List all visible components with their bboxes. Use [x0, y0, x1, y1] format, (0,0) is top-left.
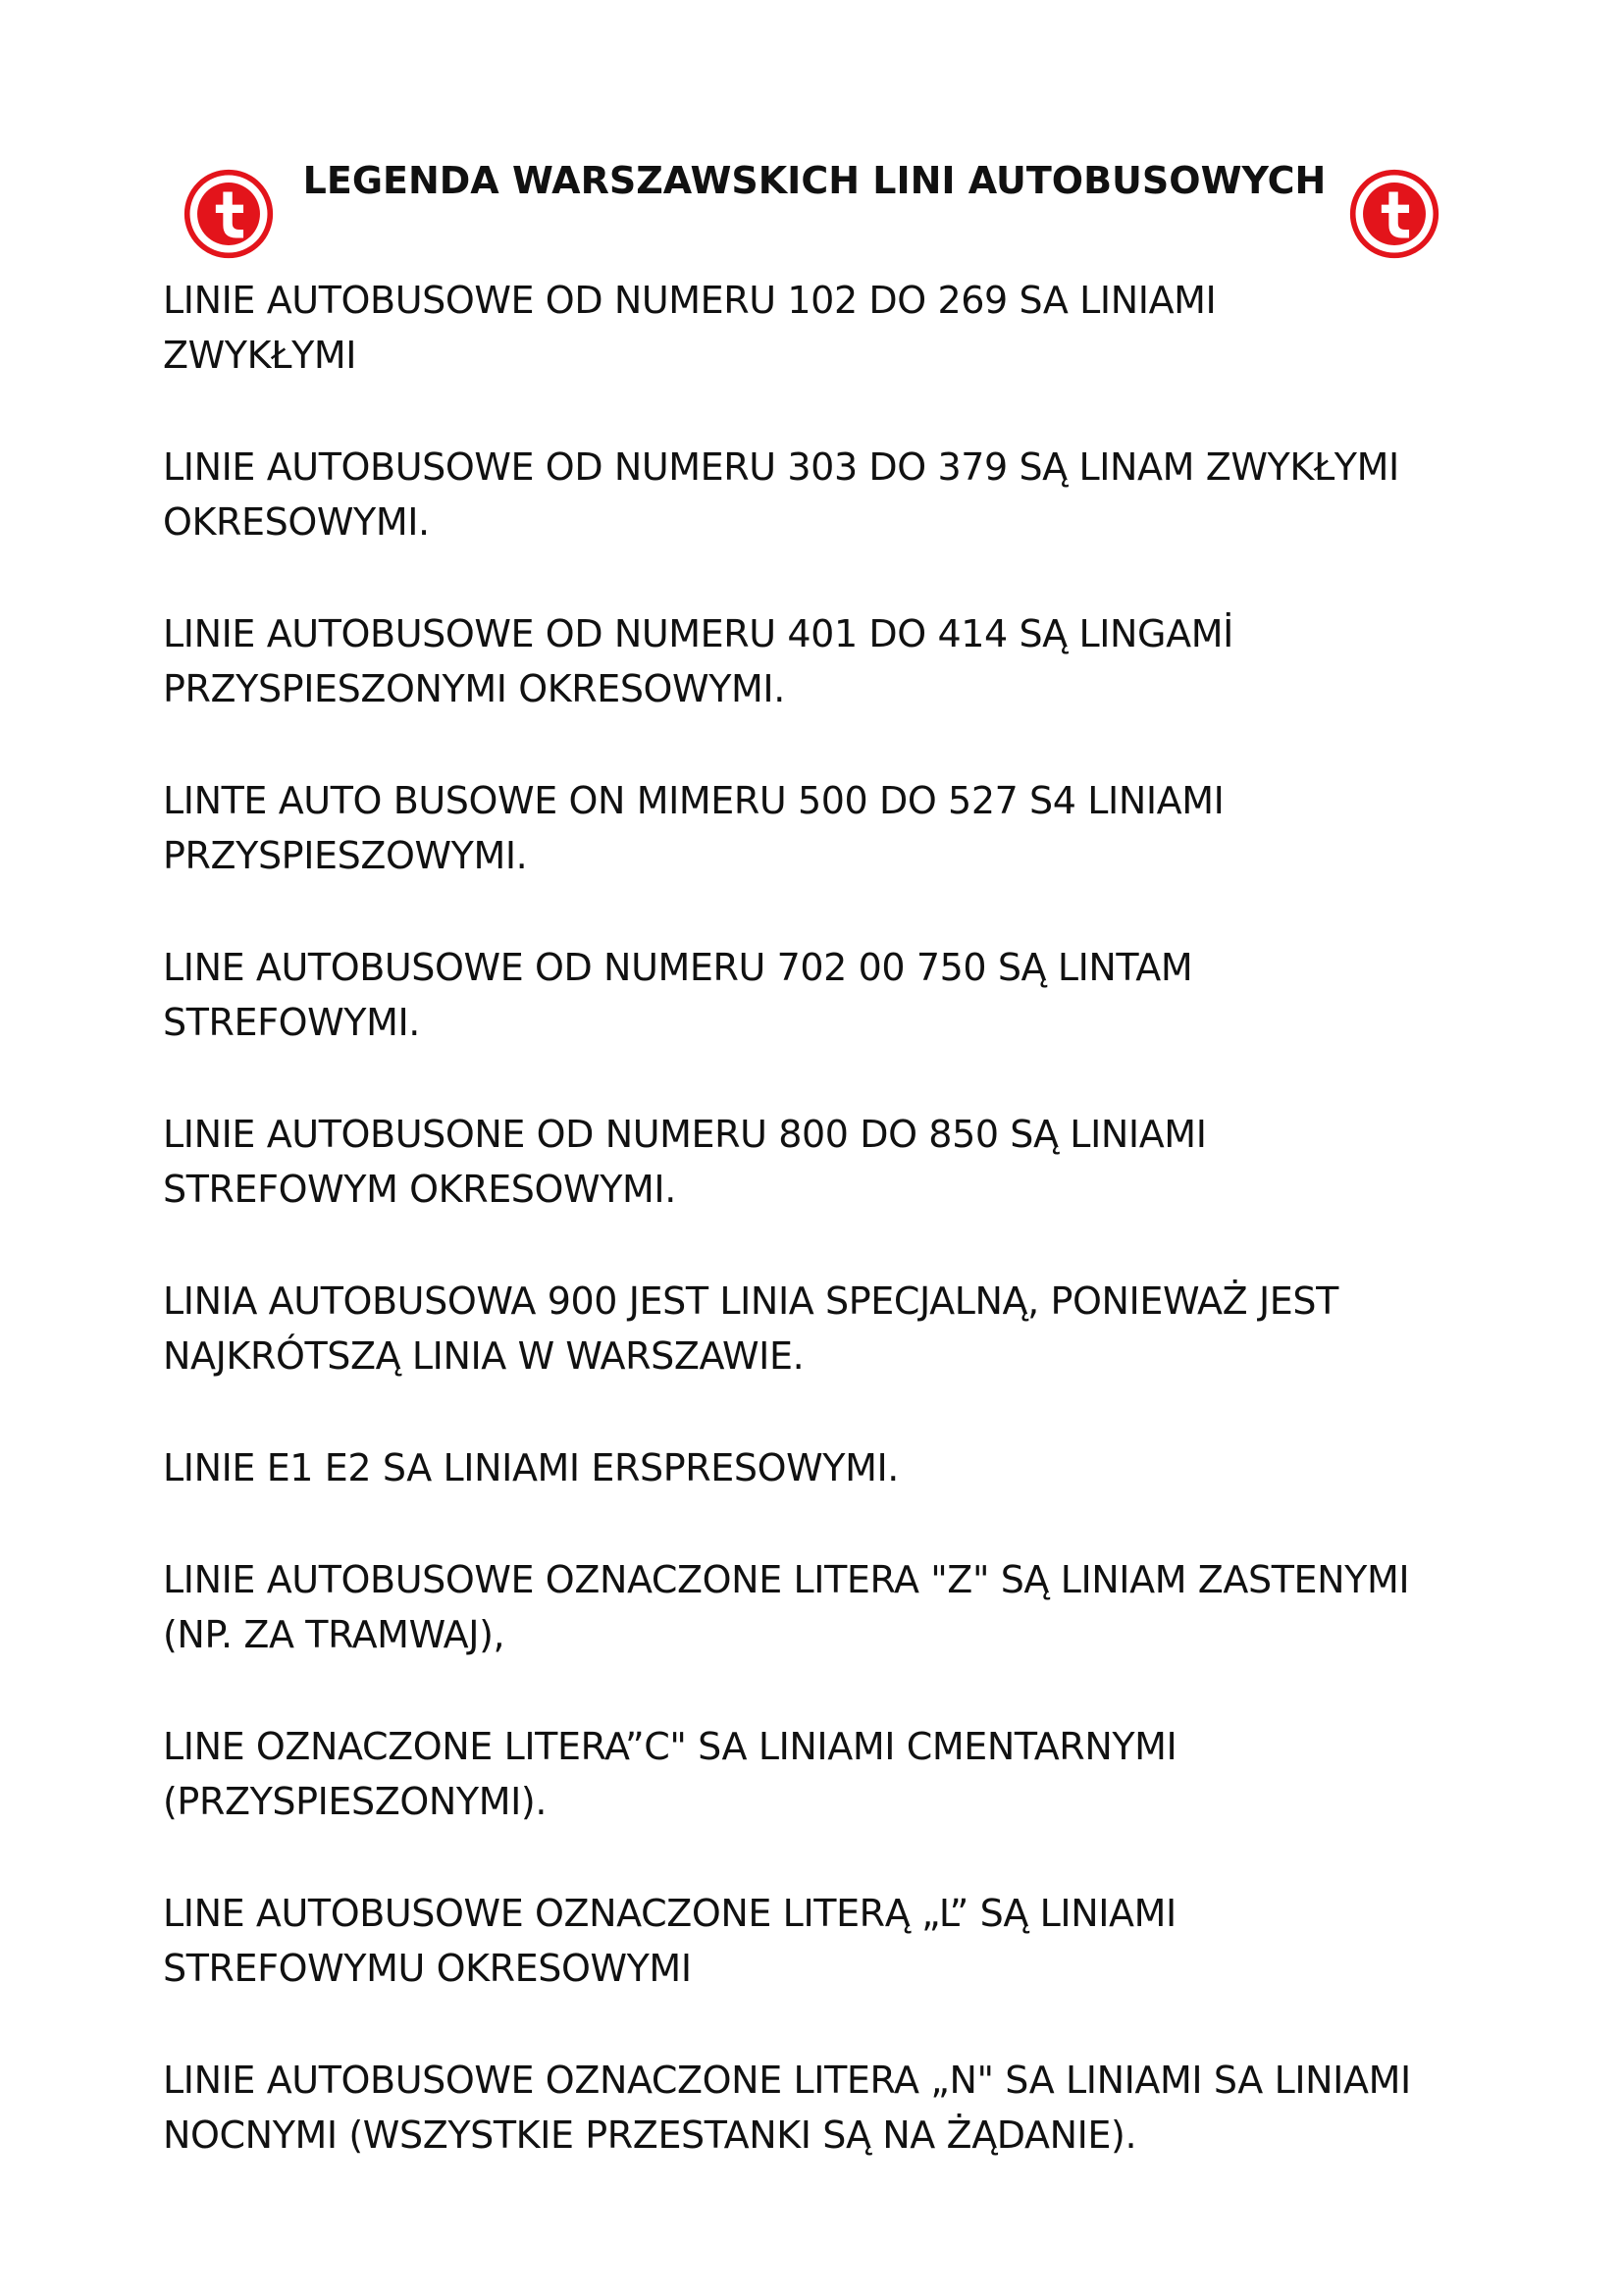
- paragraph-line: PRZYSPIESZOWYMI.: [163, 834, 528, 877]
- paragraph-line: LINIA AUTOBUSOWA 900 JEST LINIA SPECJALNĄ, PONIEWAŻ JEST: [163, 1279, 1338, 1323]
- paragraph-line: (PRZYSPIESZONYMI).: [163, 1780, 548, 1823]
- legend-paragraph: [163, 1886, 1478, 1996]
- paragraph-line: LINIE E1 E2 SA LINIAMI ERSPRESOWYMI.: [163, 1446, 899, 1489]
- paragraph-line: LINIE AUTOBUSONE OD NUMERU 800 DO 850 SĄ LINIAMI: [163, 1113, 1207, 1156]
- legend-paragraph: [163, 273, 1478, 383]
- legend-paragraph: [163, 1274, 1478, 1383]
- paragraph-line: STREFOWYM OKRESOWYMI.: [163, 1168, 676, 1211]
- paragraph-line: LINIE AUTOBUSOWE OD NUMERU 102 DO 269 SA LINIAMI: [163, 279, 1217, 322]
- legend-paragraph: [163, 1719, 1478, 1829]
- paragraph-line: PRZYSPIESZONYMI OKRESOWYMI.: [163, 667, 785, 710]
- paragraph-line: LINIE AUTOBUSOWE OZNACZONE LITERA "Z" SĄ LINIAM ZASTENYMI: [163, 1558, 1410, 1601]
- legend-paragraph: [163, 1440, 1478, 1495]
- legend-paragraph: [163, 606, 1478, 716]
- legend-paragraph: [163, 1107, 1478, 1217]
- page-title: LEGENDA WARSZAWSKICH LINI AUTOBUSOWYCH: [302, 159, 1327, 202]
- paragraph-line: LINE AUTOBUSOWE OD NUMERU 702 00 750 SĄ LINTAM: [163, 946, 1193, 989]
- ztm-t-logo-icon: [183, 168, 275, 260]
- paragraph-line: LINE OZNACZONE LITERA”C" SA LINIAMI CMENTARNYMI: [163, 1725, 1177, 1768]
- legend-paragraphs: [163, 273, 1478, 2219]
- ztm-t-logo-icon: [1348, 168, 1440, 260]
- paragraph-line: STREFOWYMU OKRESOWYMI: [163, 1947, 692, 1990]
- legend-paragraph: [163, 440, 1478, 549]
- paragraph-line: NAJKRÓTSZĄ LINIA W WARSZAWIE.: [163, 1334, 805, 1378]
- paragraph-line: LINIE AUTOBUSOWE OD NUMERU 303 DO 379 SĄ LINAM ZWYKŁYMI: [163, 445, 1399, 489]
- legend-paragraph: [163, 1552, 1478, 1662]
- paragraph-line: OKRESOWYMI.: [163, 500, 430, 544]
- legend-paragraph: [163, 2053, 1478, 2163]
- legend-paragraph: [163, 773, 1478, 883]
- paragraph-line: LINIE AUTOBUSOWE OZNACZONE LITERA „N" SA LINIAMI SA LINIAMI: [163, 2059, 1411, 2102]
- paragraph-line: ZWYKŁYMI: [163, 334, 357, 377]
- paragraph-line: NOCNYMI (WSZYSTKIE PRZESTANKI SĄ NA ŻĄDANIE).: [163, 2113, 1137, 2157]
- legend-paragraph: [163, 940, 1478, 1050]
- paragraph-line: STREFOWYMI.: [163, 1001, 420, 1044]
- paragraph-line: LINE AUTOBUSOWE OZNACZONE LITERĄ „L” SĄ LINIAMI: [163, 1892, 1177, 1935]
- paragraph-line: (NP. ZA TRAMWAJ),: [163, 1613, 505, 1656]
- paragraph-line: LINIE AUTOBUSOWE OD NUMERU 401 DO 414 SĄ LINGAMİ: [163, 612, 1233, 655]
- paragraph-line: LINTE AUTO BUSOWE ON MIMERU 500 DO 527 S4 LINIAMI: [163, 779, 1225, 822]
